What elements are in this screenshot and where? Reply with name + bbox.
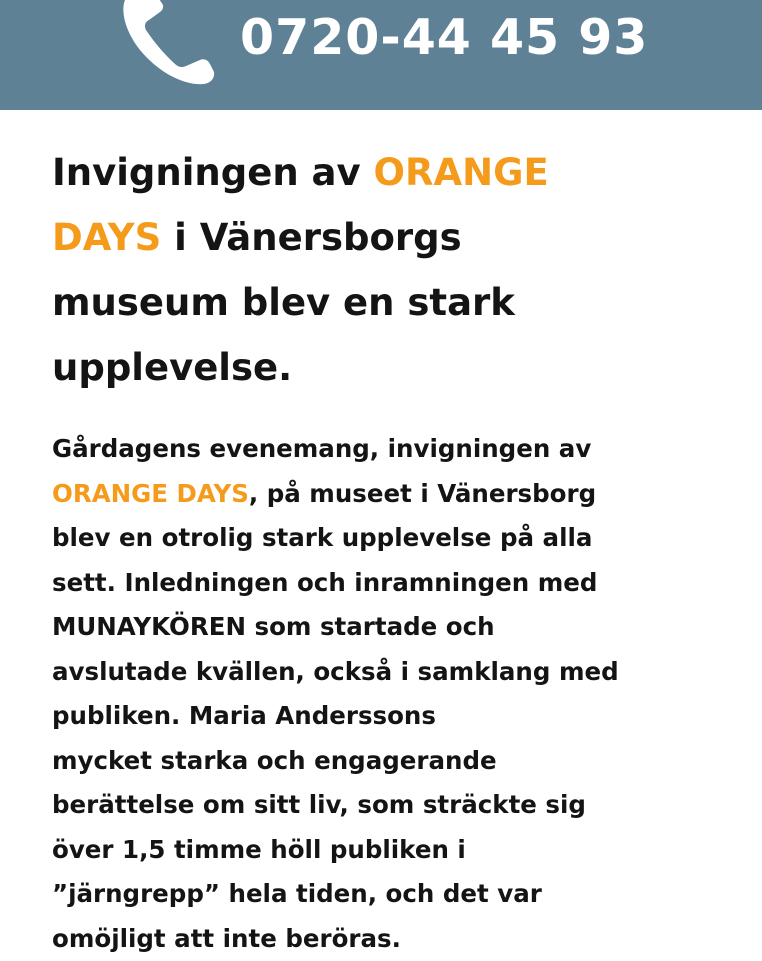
headline-text: i Vänersborgs (161, 216, 462, 259)
body-line: publiken. Maria Anderssons (52, 701, 436, 730)
phone-number[interactable]: 0720-44 45 93 (240, 9, 649, 66)
article-headline (52, 140, 692, 400)
body-line: , på museet i Vänersborg (248, 478, 597, 508)
headline-text: museum blev en stark (52, 281, 515, 324)
body-line: berättelse om sitt liv, som sträckte sig (52, 790, 586, 819)
body-line: Gårdagens evenemang, invigningen av (52, 434, 592, 463)
body-line: avslutade kvällen, också i samklang med (52, 656, 619, 686)
body-line: blev en otrolig stark upplevelse på alla (52, 523, 593, 552)
phone-icon[interactable] (118, 0, 218, 88)
body-line: MUNAYKÖREN som startade och (52, 612, 495, 641)
contact-header-bar (0, 0, 762, 110)
body-highlight: ORANGE DAYS (52, 478, 249, 508)
headline-text: Invigningen av (52, 151, 374, 194)
headline-text: upplevelse. (52, 346, 293, 389)
headline-highlight-cont: DAYS (52, 216, 162, 259)
body-line: omöjligt att inte beröras. (52, 923, 401, 953)
article-body (52, 427, 732, 961)
body-line: ”järngrepp” hela tiden, och det var (52, 879, 542, 908)
body-line: sett. Inledningen och inramningen med (52, 567, 598, 597)
body-line: över 1,5 timme höll publiken i (52, 834, 466, 864)
body-line: mycket starka och engagerande (52, 745, 497, 775)
headline-highlight: ORANGE (373, 151, 549, 194)
